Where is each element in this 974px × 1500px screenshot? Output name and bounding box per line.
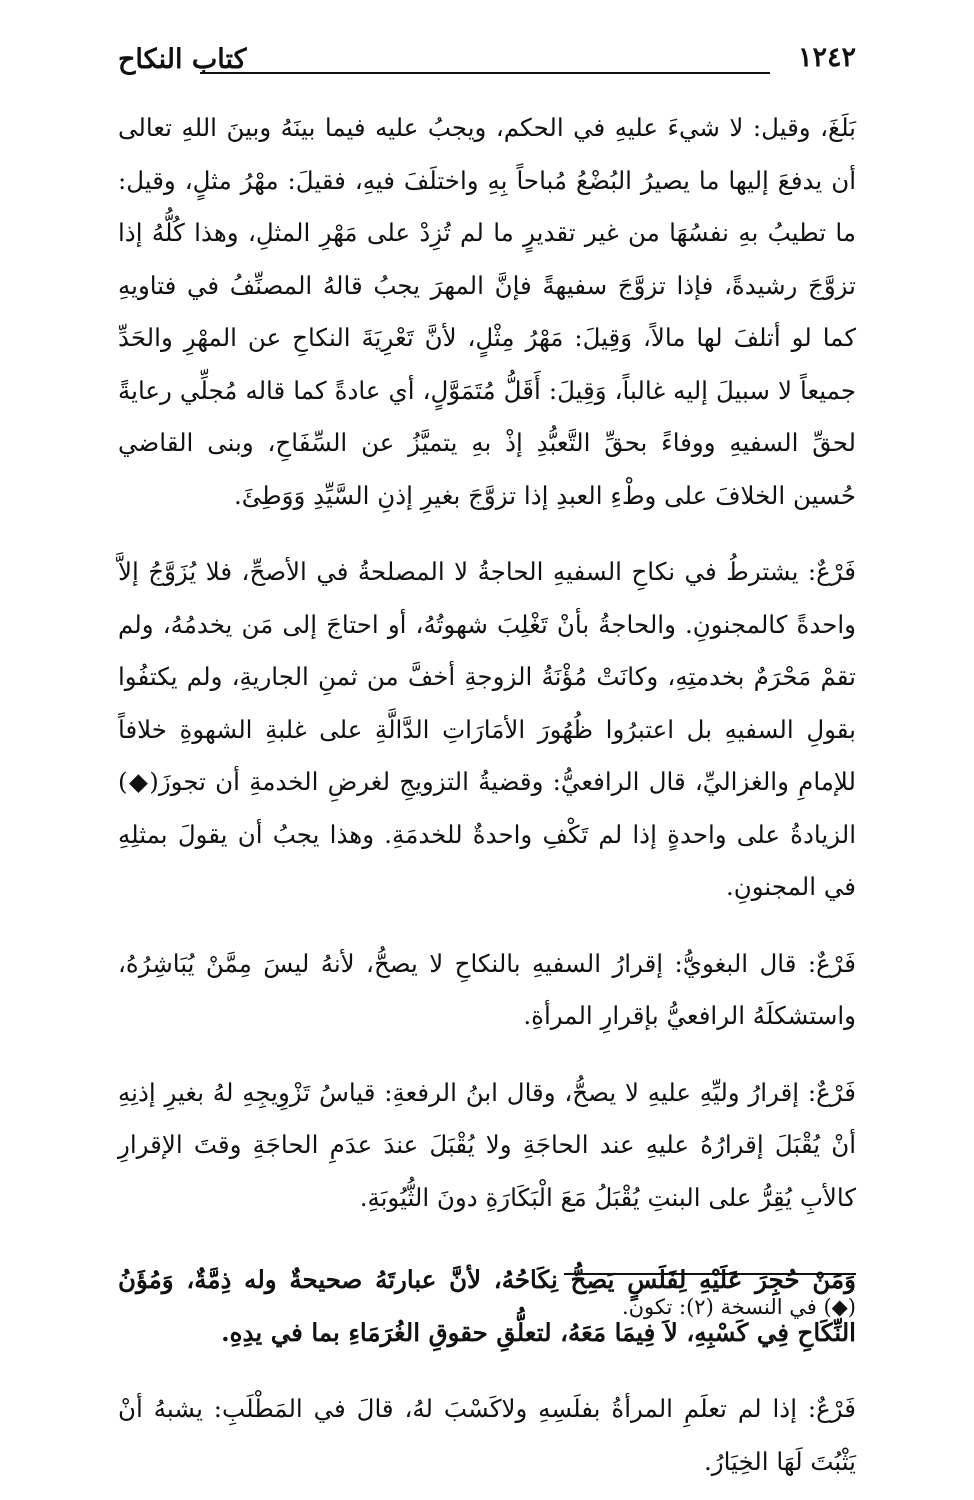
paragraph-6: فَرْعٌ: إذا لم تعلَمِ المرأةُ بفلَسِهِ ولاكَسْبَ لهُ، قالَ في المَطْلَبِ: يشبهُ أنْ يَثْبُتَ لَهَا الخِيَارُ. — [118, 1394, 856, 1476]
footnote-separator — [564, 1273, 856, 1275]
header-rule — [200, 72, 770, 74]
paragraph-5: وَمَنْ حُجِرَ عَلَيْهِ لِفَلَسٍ يَصِحُّ نِكَاحُهُ، لأنَّ عبارتَهُ صحيحةٌ وله ذِمَّةٌ، وَمُؤَنُ النِّكَاحِ فِي كَسْبِهِ، لاَ فِيمَا مَعَهُ، لتعلُّقِ حقوقِ الغُرَمَاءِ بما في يدِهِ. — [118, 1265, 856, 1347]
page-header — [118, 42, 856, 88]
paragraph-2: فَرْعٌ: يشترطُ في نكاحِ السفيهِ الحاجةُ لا المصلحةُ في الأصحِّ، فلا يُزَوَّجُ إلاَّ واحدةً كالمجنونِ. والحاجةُ بأنْ تَغْلِبَ شهوتُهُ، أو احتاجَ إلى مَن يخدمُهُ، ولم تقمْ مَحْرَمٌ بخدمتِهِ، وكانَتْ مُؤْنَةُ الزوجةِ أخفَّ من ثمنِ الجاريةِ، ولم يكتفُوا بقولِ السفيهِ بل اعتبرُوا ظُهُورَ الأمَارَاتِ الدَّالَّةِ على غلبةِ الشهوةِ خلافاً للإمامِ والغزاليِّ، قال الرافعيُّ: وقضيةُ التزويجِ لغرضِ الخدمةِ أن تجوزَ(◆) الزيادةُ على واحدةٍ إذا لم تَكْفِ واحدةٌ للخدمَةِ. وهذا يجبُ أن يقولَ بمثلِهِ في المجنونِ. — [118, 557, 856, 901]
paragraph-4: فَرْعٌ: إقرارُ وليِّهِ عليهِ لا يصحُّ، وقال ابنُ الرفعةِ: قياسُ تَزْوِيجِهِ لهُ بغيرِ إذنِهِ أنْ يُقْبَلَ إقرارُهُ عليهِ عند الحاجَةِ ولا يُقْبَلَ عندَ عدَمِ الحاجَةِ وقتَ الإقرارِ كالأبِ يُقِرُّ على البنتِ يُقْبَلُ مَعَ الْبَكَارَةِ دونَ الثُّيُوبَةِ. — [118, 1077, 856, 1212]
paragraph-3: فَرْعٌ: قال البغويُّ: إقرارُ السفيهِ بالنكاحِ لا يصحُّ، لأنهُ ليسَ مِمَّنْ يُبَاشِرُهُ، واستشكلَهُ الرافعيُّ بإقرارِ المرأةِ. — [118, 948, 856, 1030]
running-title: كتاب النكاح — [118, 44, 247, 75]
paragraph-1: بَلَغَ، وقيل: لا شيءَ عليهِ في الحكم، ويجبُ عليه فيما بينَهُ وبينَ اللهِ تعالى أن يدفعَ إليها ما يصيرُ البُضْعُ مُباحاً بِهِ واختلَفَ فيهِ، فقيلَ: مهْرُ مثلٍ، وقيل: ما تطيبُ بهِ نفسُهَا من غير تقديرٍ ما لم تُزِدْ على مَهْرِ المثلِ، وهذا كُلُّهُ إذا تزوَّجَ رشيدةً، فإذا تزوَّجَ سفيهةً فإنَّ المهرَ يجبُ قالهُ المصنِّفُ في فتاويهِ كما لو أتلفَ لها مالاً، وَقِيلَ: مَهْرُ مِثْلٍ، لأنَّ تَعْرِيَةَ النكاحِ عن المهْرِ والحَدِّ جميعاً لا سبيلَ إليه غالباً، وَقِيلَ: أَقَلُّ مُتَمَوَّلٍ، أي عادةً كما قاله مُجلِّي رعايةً لحقِّ السفيهِ ووفاءً بحقِّ التَّعبُّدِ إذْ بهِ يتميَّزُ عن السِّفَاحِ، وبنى القاضي حُسين الخلافَ على وطْءِ العبدِ إذا تزوَّجَ بغيرِ إذنِ السَّيِّدِ وَوَطِئَ. — [118, 113, 856, 510]
page-number: ١٢٤٢ — [797, 42, 856, 73]
footnote: (◆) في النسخة (٢): تكون. — [621, 1295, 856, 1319]
